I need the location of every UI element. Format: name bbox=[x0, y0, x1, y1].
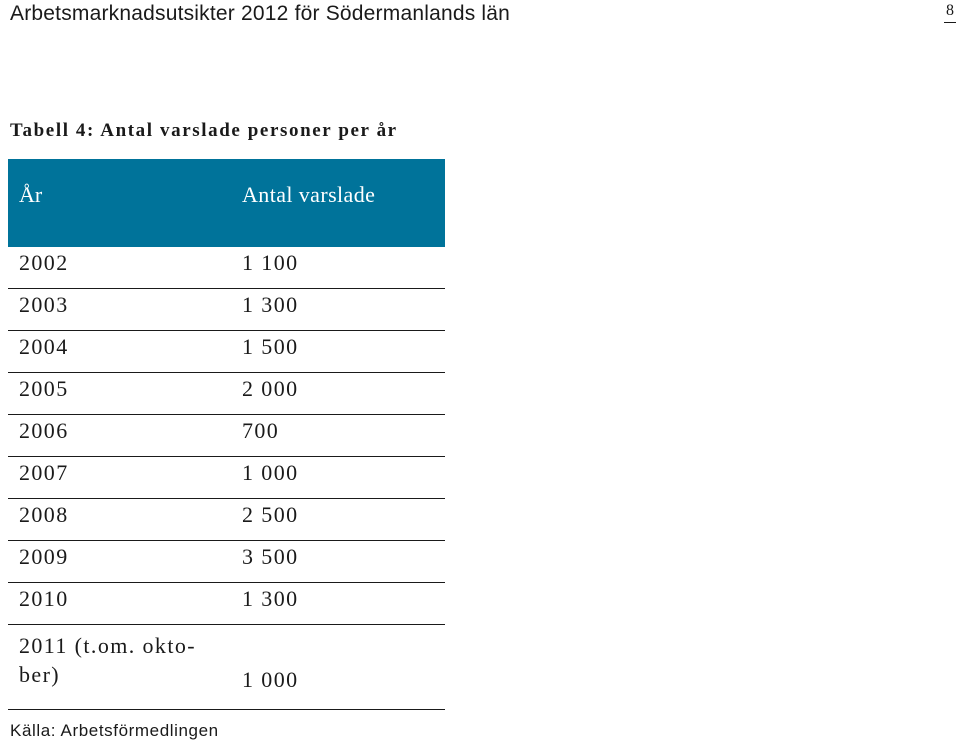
source-note: Källa: Arbetsförmedlingen bbox=[10, 721, 219, 740]
count-cell: 1 000 bbox=[242, 667, 299, 692]
table-row bbox=[8, 457, 445, 499]
year-cell: 2008 bbox=[19, 502, 69, 527]
table-row bbox=[8, 583, 445, 625]
table-row bbox=[8, 415, 445, 457]
year-cell: 2006 bbox=[19, 418, 69, 443]
page-number: 8 bbox=[944, 0, 956, 23]
layoff-table bbox=[8, 159, 445, 710]
table-row bbox=[8, 625, 445, 710]
year-cell: 2009 bbox=[19, 544, 69, 569]
year-cell: 2003 bbox=[19, 292, 69, 317]
table-header-row bbox=[8, 159, 445, 247]
year-cell: 2010 bbox=[19, 586, 69, 611]
count-cell: 1 100 bbox=[242, 250, 299, 275]
year-cell: 2002 bbox=[19, 250, 69, 275]
count-cell: 700 bbox=[242, 418, 280, 443]
table-body bbox=[8, 247, 445, 710]
year-cell: 2004 bbox=[19, 334, 69, 359]
document-header-title: Arbetsmarknadsutsikter 2012 för Södermanlands län bbox=[10, 2, 511, 25]
table-caption: Tabell 4: Antal varslade personer per år bbox=[10, 120, 398, 141]
count-cell: 2 000 bbox=[242, 376, 299, 401]
table-row bbox=[8, 331, 445, 373]
year-cell: 2005 bbox=[19, 376, 69, 401]
count-cell: 1 300 bbox=[242, 586, 299, 611]
table-row bbox=[8, 373, 445, 415]
table-row bbox=[8, 247, 445, 289]
year-cell: 2011 (t.om. okto-ber) bbox=[19, 633, 196, 687]
count-cell: 1 500 bbox=[242, 334, 299, 359]
count-cell: 1 300 bbox=[242, 292, 299, 317]
table-row bbox=[8, 499, 445, 541]
count-cell: 1 000 bbox=[242, 460, 299, 485]
table-row bbox=[8, 289, 445, 331]
year-cell: 2007 bbox=[19, 460, 69, 485]
column-header-count: Antal varslade bbox=[242, 182, 376, 207]
count-cell: 2 500 bbox=[242, 502, 299, 527]
column-header-year: År bbox=[19, 182, 43, 207]
count-cell: 3 500 bbox=[242, 544, 299, 569]
table-row bbox=[8, 541, 445, 583]
